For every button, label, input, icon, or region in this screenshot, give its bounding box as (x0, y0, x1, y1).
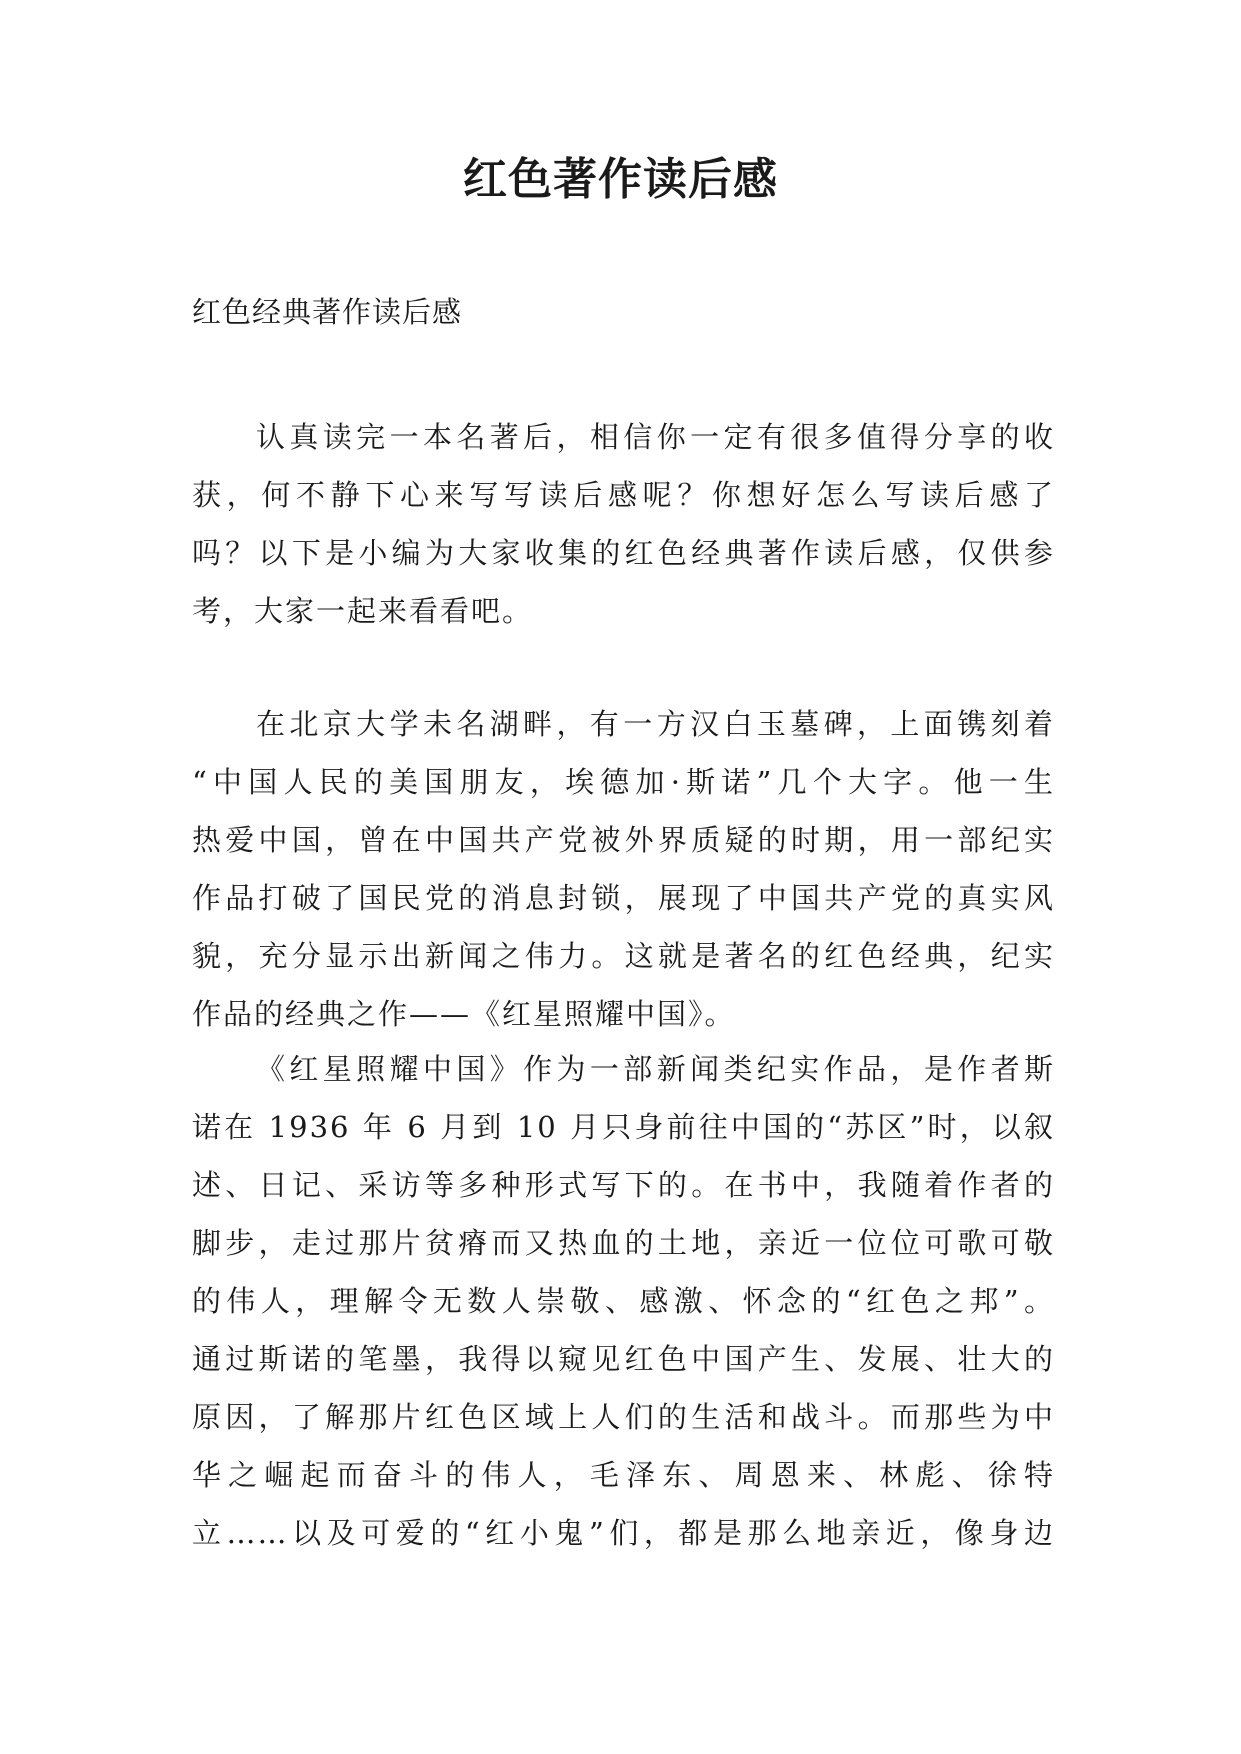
paragraph-line: 原因，了解那片红色区域上人们的生活和战斗。而那些为中 (192, 1400, 1055, 1434)
paragraph-line: 立……以及可爱的“红小鬼”们，都是那么地亲近，像身边 (192, 1516, 1055, 1550)
paragraph-line: 通过斯诺的笔墨，我得以窥见红色中国产生、发展、壮大的 (192, 1342, 1055, 1376)
paragraph-line: 诺在 1936 年 6 月到 10 月只身前往中国的“苏区”时，以叙 (192, 1110, 1055, 1144)
paragraph-line: 貌，充分显示出新闻之伟力。这就是著名的红色经典，纪实 (192, 939, 1055, 973)
paragraph-line: 吗？以下是小编为大家收集的红色经典著作读后感，仅供参 (192, 536, 1055, 570)
paragraph-line: 作品打破了国民党的消息封锁，展现了中国共产党的真实风 (192, 881, 1055, 915)
paragraph-line: 获，何不静下心来写写读后感呢？你想好怎么写读后感了 (192, 478, 1055, 512)
paragraph-line: 考，大家一起来看看吧。 (192, 594, 534, 628)
paragraph-intro (192, 408, 1055, 640)
paragraph-line: 热爱中国，曾在中国共产党被外界质疑的时期，用一部纪实 (192, 823, 1055, 857)
paragraph-line: 作品的经典之作——《红星照耀中国》。 (192, 997, 736, 1031)
paragraph-line: 在北京大学未名湖畔，有一方汉白玉墓碑，上面镌刻着 (256, 707, 1055, 741)
paragraph-line: 认真读完一本名著后，相信你一定有很多值得分享的收 (256, 420, 1055, 454)
paragraph-line: 的伟人，理解令无数人崇敬、感激、怀念的“红色之邦”。 (192, 1284, 1055, 1318)
paragraph-line: “中国人民的美国朋友，埃德加·斯诺”几个大字。他一生 (192, 765, 1055, 799)
paragraph-line: 脚步，走过那片贫瘠而又热血的土地，亲近一位位可歌可敬 (192, 1226, 1055, 1260)
document-subtitle: 红色经典著作读后感 (192, 295, 463, 329)
paragraph-line: 华之崛起而奋斗的伟人，毛泽东、周恩来、林彪、徐特 (192, 1458, 1055, 1492)
paragraph-line: 述、日记、采访等多种形式写下的。在书中，我随着作者的 (192, 1168, 1055, 1202)
paragraph-line: 《红星照耀中国》作为一部新闻类纪实作品，是作者斯 (256, 1052, 1055, 1086)
paragraph-red-star (192, 1040, 1055, 1562)
document-title: 红色著作读后感 (463, 154, 778, 205)
paragraph-edgar-snow (192, 695, 1055, 1043)
